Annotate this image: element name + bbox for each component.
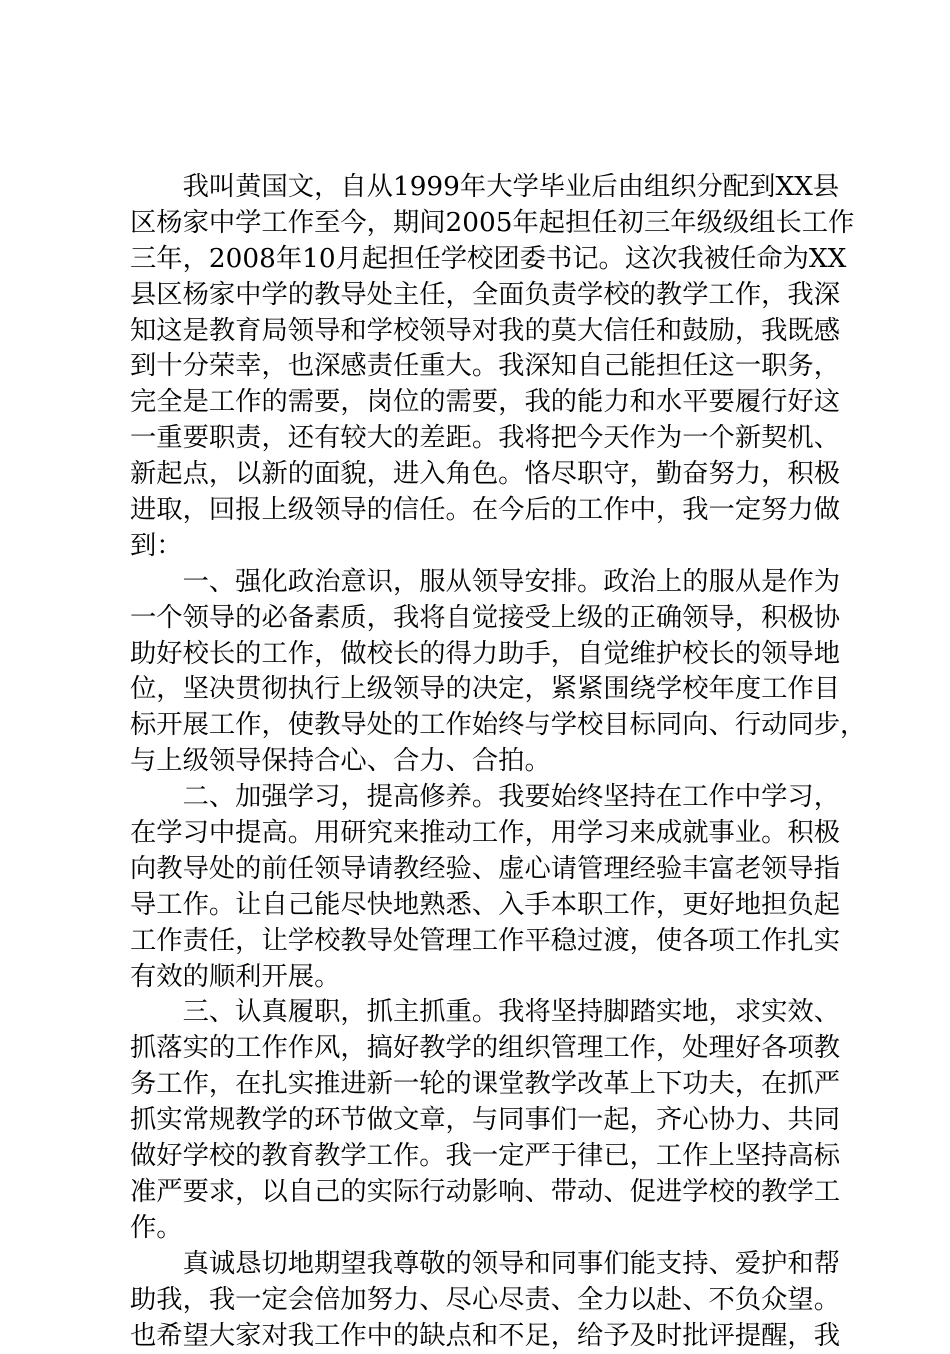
text-line: 三、认真履职，抓主抓重。我将坚持脚踏实地，求实效、 xyxy=(130,995,830,1031)
text-line: 工作责任，让学校教导处管理工作平稳过渡，使各项工作扎实 xyxy=(130,924,830,960)
text-line: 进取，回报上级领导的信任。在今后的工作中，我一定努力做 xyxy=(130,493,830,529)
text-line: 一重要职责，还有较大的差距。我将把今天作为一个新契机、 xyxy=(130,421,830,457)
text-line: 向教导处的前任领导请教经验、虚心请管理经验丰富老领导指 xyxy=(130,852,830,888)
text-line: 有效的顺利开展。 xyxy=(130,960,830,996)
text-line: 也希望大家对我工作中的缺点和不足，给予及时批评提醒，我 xyxy=(130,1319,830,1354)
text-line: 一、强化政治意识，服从领导安排。政治上的服从是作为 xyxy=(130,565,830,601)
text-line: 标开展工作，使教导处的工作始终与学校目标同向、行动同步， xyxy=(130,708,830,744)
paragraph-point-one xyxy=(130,565,830,780)
text-line: 区杨家中学工作至今，期间2005年起担任初三年级级组长工作 xyxy=(130,206,830,242)
text-line: 务工作，在扎实推进新一轮的课堂教学改革上下功夫，在抓严 xyxy=(130,1067,830,1103)
text-line: 抓落实的工作作风，搞好教学的组织管理工作，处理好各项教 xyxy=(130,1031,830,1067)
text-line: 知这是教育局领导和学校领导对我的莫大信任和鼓励，我既感 xyxy=(130,314,830,350)
text-line: 导工作。让自己能尽快地熟悉、入手本职工作，更好地担负起 xyxy=(130,888,830,924)
document-body xyxy=(130,170,830,1354)
text-line: 准严要求，以自己的实际行动影响、带动、促进学校的教学工 xyxy=(130,1175,830,1211)
text-line: 我叫黄国文，自从1999年大学毕业后由组织分配到XX县 xyxy=(130,170,830,206)
text-line: 在学习中提高。用研究来推动工作，用学习来成就事业。积极 xyxy=(130,816,830,852)
text-line: 与上级领导保持合心、合力、合拍。 xyxy=(130,744,830,780)
text-line: 到十分荣幸，也深感责任重大。我深知自己能担任这一职务， xyxy=(130,349,830,385)
text-line: 真诚恳切地期望我尊敬的领导和同事们能支持、爱护和帮 xyxy=(130,1247,830,1283)
text-line: 新起点，以新的面貌，进入角色。恪尽职守，勤奋努力，积极 xyxy=(130,457,830,493)
text-line: 抓实常规教学的环节做文章，与同事们一起，齐心协力、共同 xyxy=(130,1103,830,1139)
text-line: 一个领导的必备素质，我将自觉接受上级的正确领导，积极协 xyxy=(130,601,830,637)
text-line: 县区杨家中学的教导处主任，全面负责学校的教学工作，我深 xyxy=(130,278,830,314)
text-line: 三年，2008年10月起担任学校团委书记。这次我被任命为XX xyxy=(130,242,830,278)
text-line: 到： xyxy=(130,529,830,565)
text-line: 作。 xyxy=(130,1211,830,1247)
paragraph-point-two xyxy=(130,780,830,995)
text-line: 做好学校的教育教学工作。我一定严于律已，工作上坚持高标 xyxy=(130,1139,830,1175)
text-line: 助我，我一定会倍加努力、尽心尽责、全力以赴、不负众望。 xyxy=(130,1283,830,1319)
paragraph-closing xyxy=(130,1247,830,1354)
text-line: 助好校长的工作，做校长的得力助手，自觉维护校长的领导地 xyxy=(130,637,830,673)
paragraph-intro xyxy=(130,170,830,565)
text-line: 完全是工作的需要，岗位的需要，我的能力和水平要履行好这 xyxy=(130,385,830,421)
paragraph-point-three xyxy=(130,995,830,1246)
text-line: 位，坚决贯彻执行上级领导的决定，紧紧围绕学校年度工作目 xyxy=(130,672,830,708)
text-line: 二、加强学习，提高修养。我要始终坚持在工作中学习， xyxy=(130,780,830,816)
